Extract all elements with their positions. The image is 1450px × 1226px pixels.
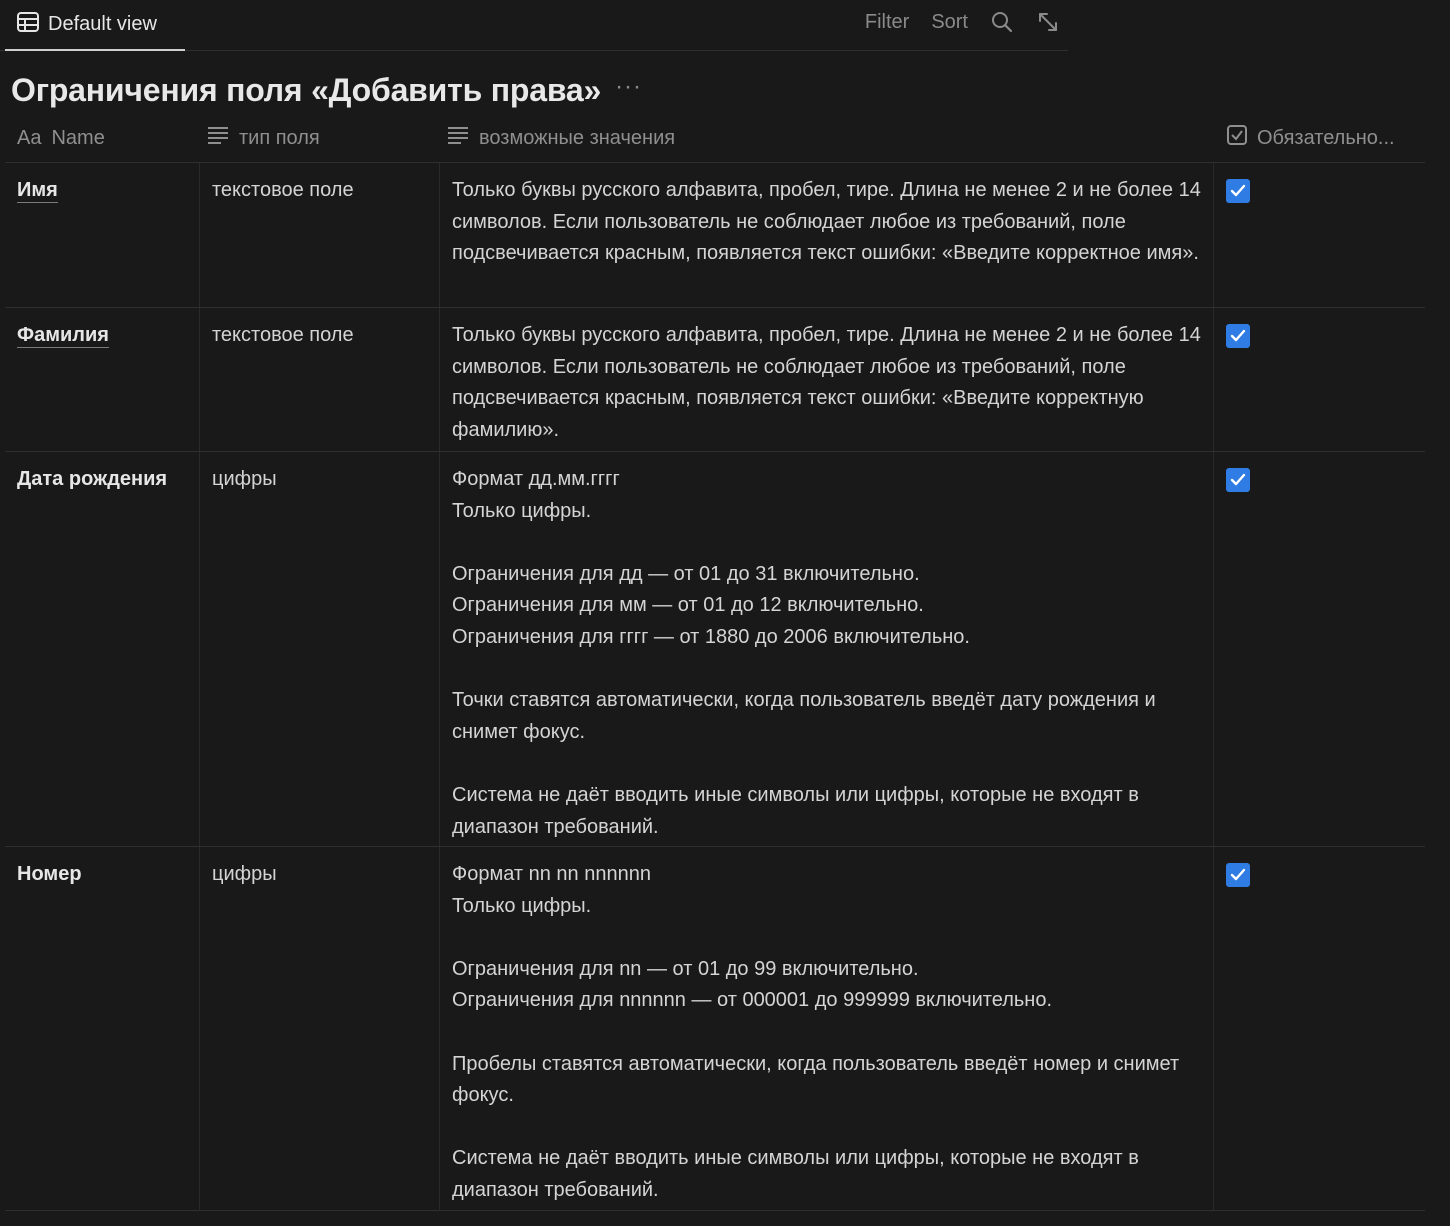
database-table (5, 114, 1425, 1211)
type-cell[interactable]: цифры (199, 452, 439, 846)
expand-icon[interactable] (1036, 10, 1060, 34)
more-options-icon[interactable]: ··· (615, 73, 643, 100)
values-cell[interactable]: Только буквы русского алфавита, пробел, тире. Длина не менее 2 и не более 14 символов. Если пользователь не соблюдает любое из требований, поле подсвечивается красным, появляется текст ошибки: «Введите корректное имя». (439, 163, 1213, 307)
tab-default-view[interactable] (5, 0, 185, 51)
column-label: Обязательно... (1257, 126, 1395, 149)
table-icon (17, 12, 39, 38)
table-row (5, 163, 1425, 308)
title-property-icon: Aa (17, 126, 42, 149)
column-label: тип поля (239, 126, 320, 149)
text-lines-icon (207, 126, 229, 150)
name-cell[interactable] (5, 847, 199, 1211)
required-cell (1213, 163, 1425, 307)
column-label: возможные значения (479, 126, 676, 149)
search-icon[interactable] (990, 10, 1014, 34)
type-cell[interactable]: цифры (199, 847, 439, 1211)
row-title: Фамилия (17, 324, 109, 346)
type-cell[interactable]: текстовое поле (199, 308, 439, 451)
row-title: Имя (17, 179, 58, 201)
required-checkbox[interactable] (1226, 468, 1250, 492)
column-header-name[interactable] (5, 114, 199, 162)
view-tab-label: Default view (48, 13, 157, 35)
filter-button[interactable]: Filter (864, 10, 910, 33)
required-checkbox[interactable] (1226, 179, 1250, 203)
column-header-type[interactable] (199, 114, 439, 162)
page-title[interactable]: Ограничения поля «Добавить права» (11, 71, 602, 108)
row-title: Дата рождения (17, 468, 168, 490)
column-header-required[interactable] (1213, 114, 1425, 162)
text-lines-icon (447, 126, 469, 150)
row-title: Номер (17, 863, 82, 885)
required-cell (1213, 452, 1425, 846)
table-row (5, 847, 1425, 1211)
required-cell (1213, 847, 1425, 1211)
required-checkbox[interactable] (1226, 324, 1250, 348)
name-cell[interactable] (5, 452, 199, 846)
title-row (11, 68, 642, 112)
table-row (5, 452, 1425, 847)
view-toolbar (0, 0, 1068, 51)
type-cell[interactable]: текстовое поле (199, 163, 439, 307)
table-row (5, 308, 1425, 452)
table-header (5, 114, 1425, 163)
column-label: Name (51, 126, 105, 149)
values-cell[interactable]: Только буквы русского алфавита, пробел, тире. Длина не менее 2 и не более 14 символов. Если пользователь не соблюдает любое из требований, поле подсвечивается красным, появляется текст ошибки: «Введите корректную фамилию». (439, 308, 1213, 451)
name-cell[interactable] (5, 163, 199, 307)
column-header-values[interactable] (439, 114, 1213, 162)
sort-button[interactable]: Sort (931, 10, 968, 33)
toolbar-actions (865, 0, 1060, 44)
name-cell[interactable] (5, 308, 199, 451)
required-cell (1213, 308, 1425, 451)
required-checkbox[interactable] (1226, 863, 1250, 887)
checkbox-icon (1227, 125, 1247, 151)
values-cell[interactable]: Формат nn nn nnnnnn Только цифры. Ограничения для nn — от 01 до 99 включительно. Ограничения для nnnnnn — от 000001 до 999999 включительно. Пробелы ставятся автоматически, когда пользователь введёт номер и снимет фокус. Система не даёт вводить иные символы или цифры, которые не входят в диапазон требований. (439, 847, 1213, 1211)
values-cell[interactable]: Формат дд.мм.гггг Только цифры. Ограничения для дд — от 01 до 31 включительно. Ограничения для мм — от 01 до 12 включительно. Ограничения для гггг — от 1880 до 2006 включительно. Точки ставятся автоматически, когда пользователь введёт дату рождения и снимет фокус. Система не даёт вводить иные символы или цифры, которые не входят в диапазон требований. (439, 452, 1213, 846)
